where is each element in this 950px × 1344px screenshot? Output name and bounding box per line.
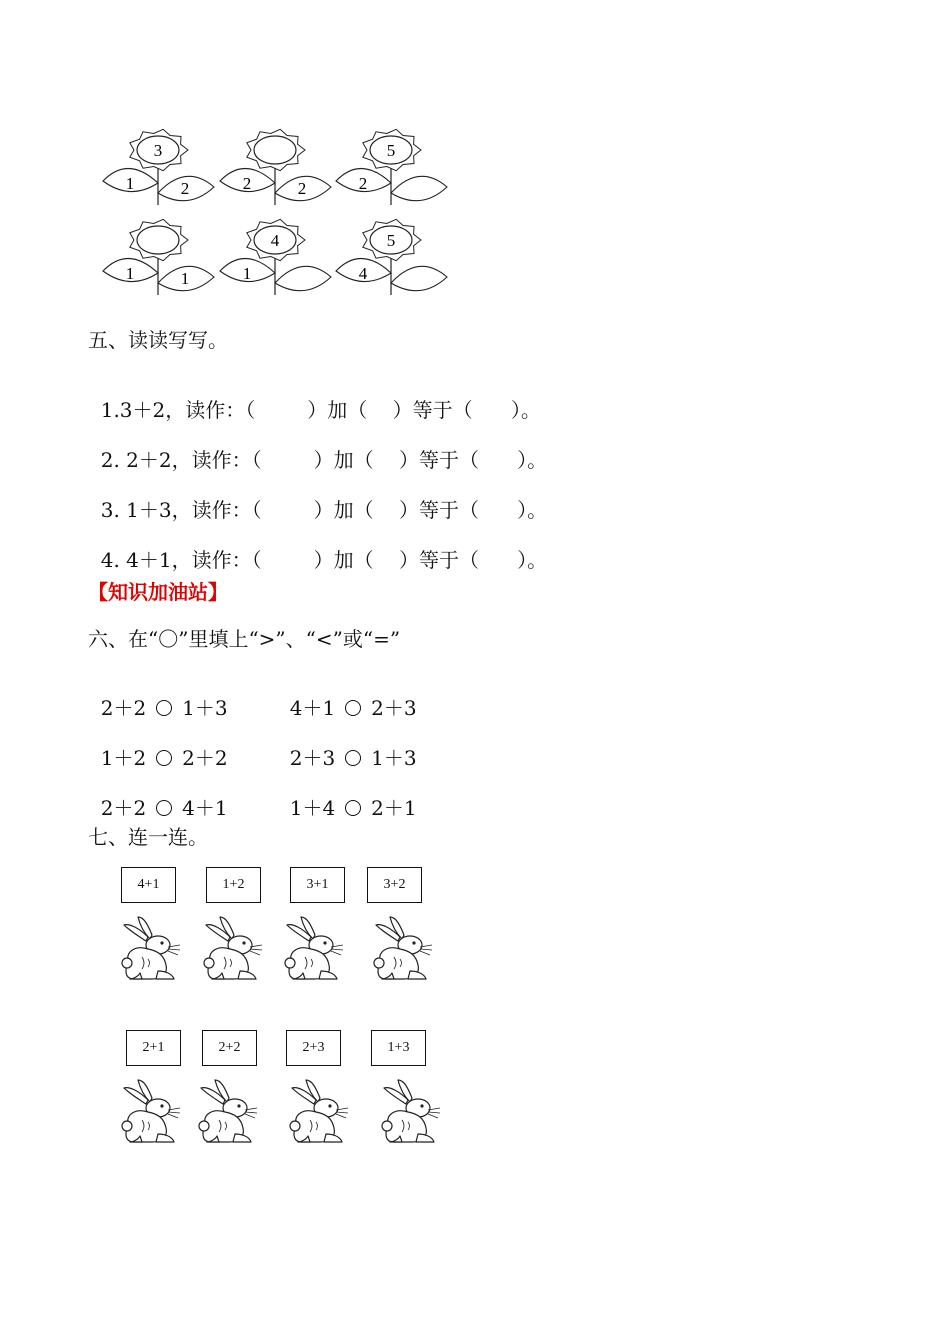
flower-left-number: 1: [125, 174, 135, 193]
read-item-rest: ）加（ ）等于（ ）。: [307, 398, 541, 422]
answer-circle[interactable]: [156, 700, 172, 716]
rabbit-icon[interactable]: [118, 1078, 188, 1150]
flower: [220, 219, 331, 295]
compare-row-3: [88, 778, 228, 818]
answer-circle[interactable]: [156, 800, 172, 816]
flower: [220, 129, 331, 205]
rabbit-icon[interactable]: [378, 1078, 448, 1150]
read-item-expr: 4. 4＋1，读作：（: [100, 548, 262, 572]
read-item-4: [88, 530, 547, 570]
compare-right: 2＋3: [371, 696, 417, 720]
expression-box[interactable]: 3+2: [367, 867, 422, 903]
rabbit-icon[interactable]: [370, 915, 440, 987]
compare-row-1b: [277, 678, 417, 718]
read-item-3: [88, 480, 547, 520]
flower: [103, 219, 214, 295]
read-item-rest: ）加（ ）等于（ ）。: [313, 548, 548, 572]
rabbit-drawing: [118, 915, 188, 983]
flower-center-number: 5: [386, 141, 396, 160]
section7-title: 七、连一连。: [88, 825, 208, 849]
flower-right-number: 2: [297, 179, 307, 198]
expression-box[interactable]: 1+2: [206, 867, 261, 903]
answer-circle[interactable]: [345, 750, 361, 766]
flower-right-number: 1: [180, 269, 190, 288]
compare-left: 4＋1: [289, 696, 336, 720]
rabbit-drawing: [286, 1078, 356, 1146]
compare-left: 2＋2: [100, 696, 147, 720]
rabbit-icon[interactable]: [118, 915, 188, 987]
read-item-expr: 3. 1＋3，读作：（: [100, 498, 262, 522]
flower: [103, 129, 214, 205]
compare-right: 4＋1: [182, 796, 228, 820]
rabbit-drawing: [378, 1078, 448, 1146]
flower-left-number: 4: [358, 264, 368, 283]
rabbit-drawing: [281, 915, 351, 983]
compare-row-2b: [277, 728, 417, 768]
compare-left: 1＋4: [289, 796, 336, 820]
rabbit-icon[interactable]: [200, 915, 270, 987]
expression-box[interactable]: 2+1: [126, 1030, 181, 1066]
read-item-expr: 2. 2＋2，读作：（: [100, 448, 262, 472]
compare-right: 2＋2: [182, 746, 228, 770]
answer-circle[interactable]: [345, 800, 361, 816]
expression-box[interactable]: 1+3: [371, 1030, 426, 1066]
flower-diagram: [95, 125, 465, 305]
expression-box[interactable]: 2+3: [286, 1030, 341, 1066]
answer-circle[interactable]: [345, 700, 361, 716]
compare-right: 1＋3: [371, 746, 417, 770]
flower-left-number: 2: [358, 174, 368, 193]
rabbit-icon[interactable]: [286, 1078, 356, 1150]
compare-left: 2＋2: [100, 796, 147, 820]
compare-row-3b: [277, 778, 417, 818]
compare-right: 1＋3: [182, 696, 228, 720]
flower-leaf-right: [391, 266, 447, 290]
knowledge-title: 【知识加油站】: [88, 580, 228, 604]
flower: [336, 129, 447, 205]
flowers-svg: [95, 125, 465, 305]
read-item-1: [88, 380, 541, 420]
flower-leaf-right: [275, 266, 331, 290]
rabbit-icon[interactable]: [281, 915, 351, 987]
read-item-expr: 1.3＋2，读作：（: [100, 398, 256, 422]
flower-center: [254, 136, 296, 164]
flower-right-number: 2: [180, 179, 190, 198]
expression-box[interactable]: 3+1: [290, 867, 345, 903]
compare-row-1: [88, 678, 228, 718]
compare-row-2: [88, 728, 228, 768]
flower-left-number: 2: [242, 174, 252, 193]
flower-left-number: 1: [125, 264, 135, 283]
read-item-rest: ）加（ ）等于（ ）。: [313, 448, 548, 472]
rabbit-drawing: [200, 915, 270, 983]
rabbit-drawing: [195, 1078, 265, 1146]
section6-title: 六、在“〇”里填上“>”、“<”或“=”: [88, 627, 401, 651]
rabbit-drawing: [370, 915, 440, 983]
read-item-rest: ）加（ ）等于（ ）。: [313, 498, 548, 522]
rabbit-icon[interactable]: [195, 1078, 265, 1150]
flower-leaf-right: [391, 176, 447, 200]
rabbit-drawing: [118, 1078, 188, 1146]
compare-right: 2＋1: [371, 796, 417, 820]
read-item-2: [88, 430, 547, 470]
answer-circle[interactable]: [156, 750, 172, 766]
flower-center: [137, 226, 179, 254]
flower-left-number: 1: [242, 264, 252, 283]
flower-center-number: 5: [386, 231, 396, 250]
section5-title: 五、读读写写。: [88, 328, 228, 352]
compare-left: 1＋2: [100, 746, 147, 770]
flower: [336, 219, 447, 295]
expression-box[interactable]: 4+1: [121, 867, 176, 903]
flower-center-number: 3: [153, 141, 163, 160]
compare-left: 2＋3: [289, 746, 336, 770]
flower-center-number: 4: [270, 231, 280, 250]
expression-box[interactable]: 2+2: [202, 1030, 257, 1066]
